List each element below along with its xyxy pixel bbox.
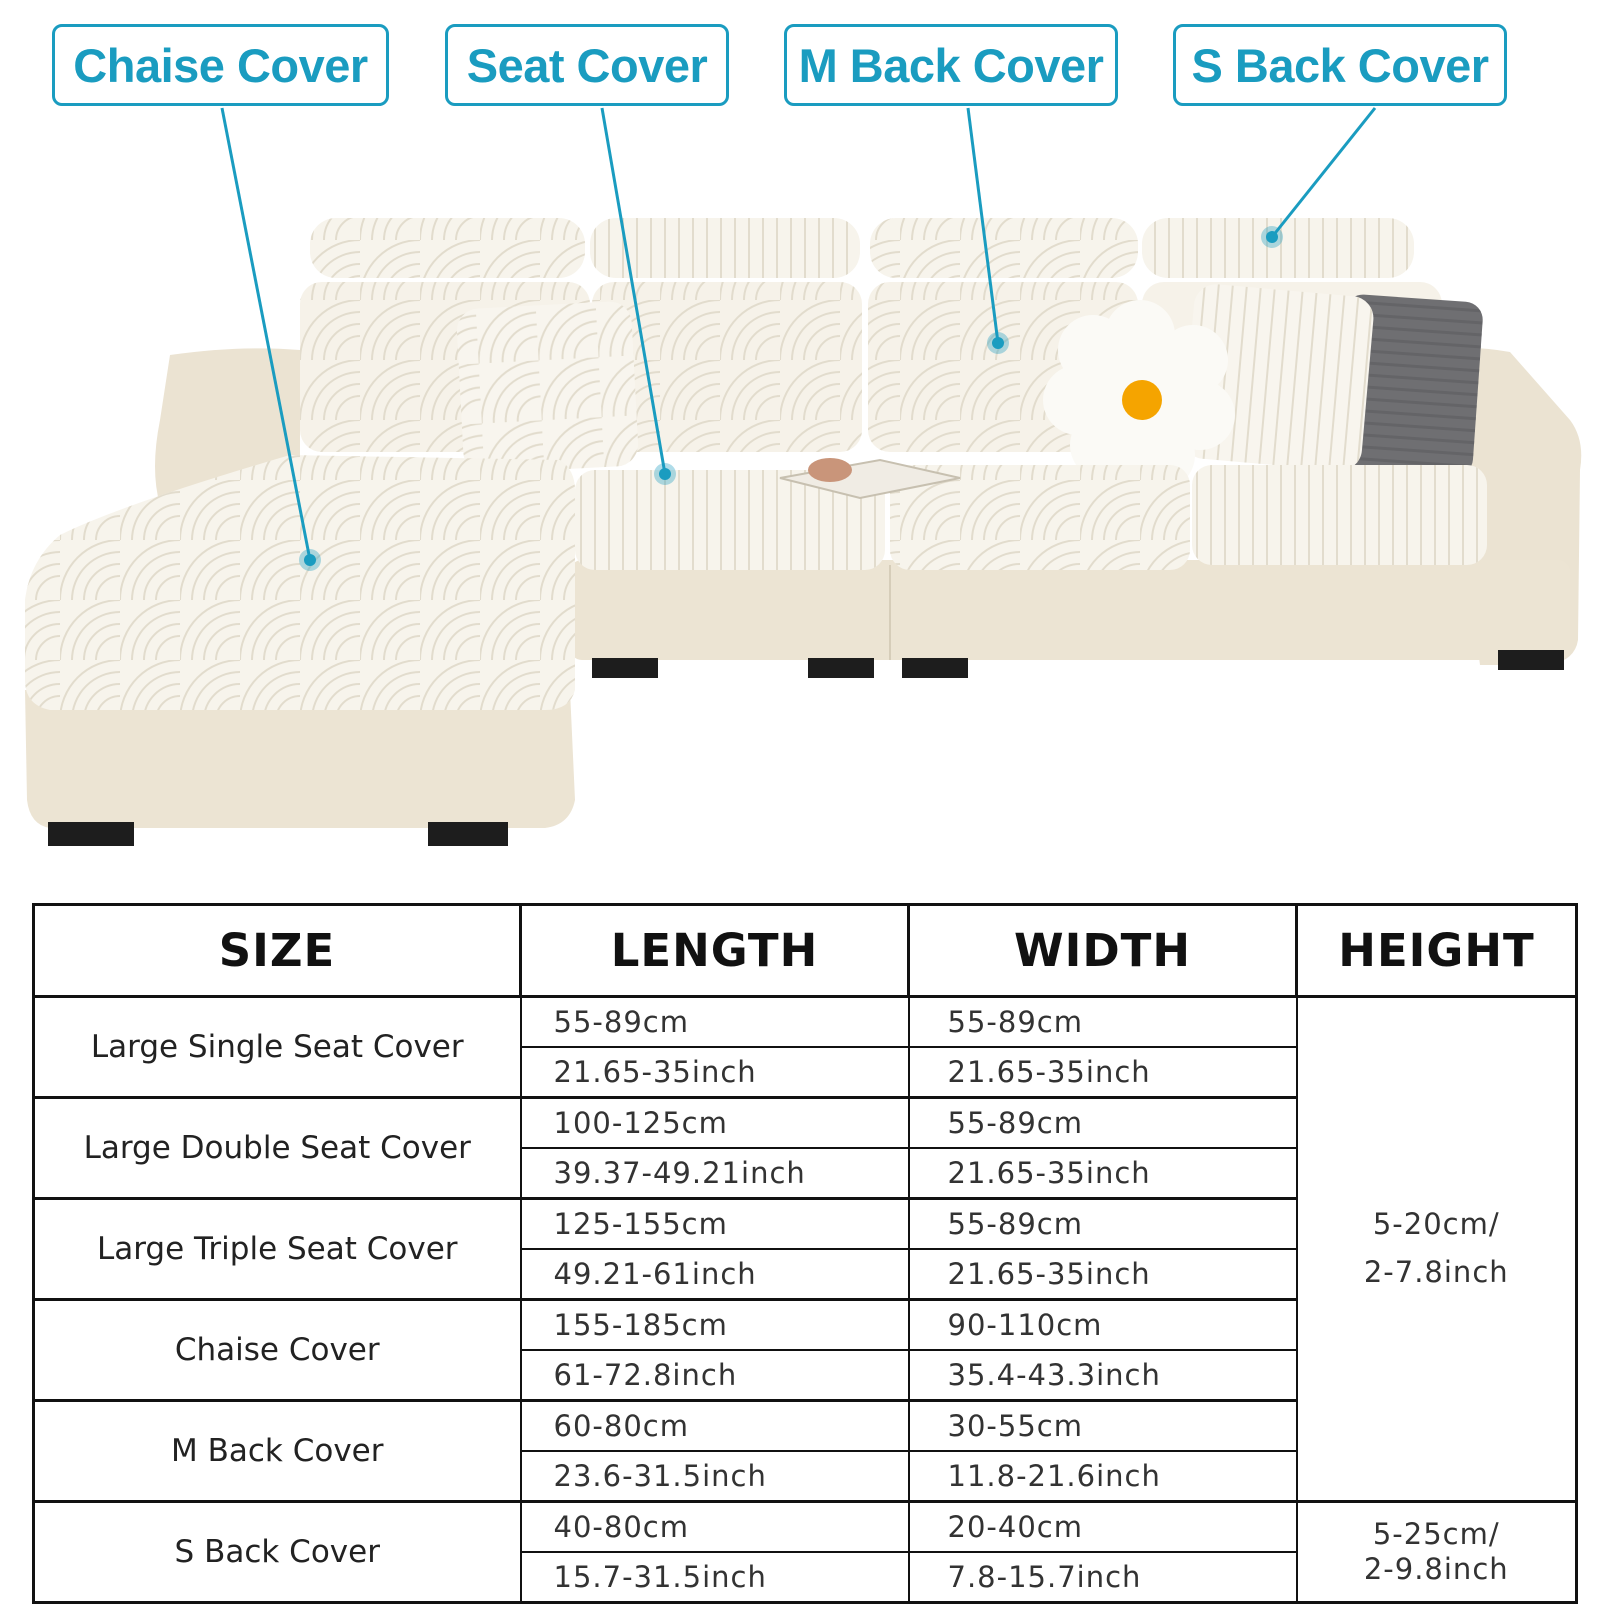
chaise-base — [25, 690, 575, 828]
header-width: WIDTH — [909, 905, 1297, 997]
height-s-back — [1297, 1502, 1577, 1603]
foot — [808, 658, 874, 678]
width-cm: 55-89cm — [909, 997, 1297, 1048]
length-cm: 155-185cm — [521, 1300, 909, 1351]
sofa-base — [570, 560, 1570, 660]
length-inch: 61-72.8inch — [521, 1350, 909, 1401]
length-inch: 23.6-31.5inch — [521, 1451, 909, 1502]
length-cm: 100-125cm — [521, 1098, 909, 1149]
size-name: S Back Cover — [34, 1502, 521, 1603]
s-back-cover-label: S Back Cover — [1173, 24, 1507, 106]
length-cm: 40-80cm — [521, 1502, 909, 1553]
width-inch: 35.4-43.3inch — [909, 1350, 1297, 1401]
size-name: M Back Cover — [34, 1401, 521, 1502]
chaise-cover-label: Chaise Cover — [52, 24, 389, 106]
height-main-line1: 5-20cm/ — [1372, 1207, 1500, 1242]
width-cm: 90-110cm — [909, 1300, 1297, 1351]
width-cm: 55-89cm — [909, 1199, 1297, 1250]
header-height: HEIGHT — [1297, 905, 1577, 997]
header-size: SIZE — [34, 905, 521, 997]
size-name: Chaise Cover — [34, 1300, 521, 1401]
height-main-line2: 2-7.8inch — [1363, 1255, 1509, 1289]
size-name: Large Single Seat Cover — [34, 997, 521, 1098]
size-table — [32, 903, 1578, 1604]
foot — [902, 658, 968, 678]
table-row — [34, 997, 1577, 1048]
width-inch: 7.8-15.7inch — [909, 1552, 1297, 1603]
table-row — [34, 1502, 1577, 1553]
width-inch: 21.65-35inch — [909, 1148, 1297, 1199]
foot — [48, 822, 134, 846]
header-length: LENGTH — [521, 905, 909, 997]
width-cm: 20-40cm — [909, 1502, 1297, 1553]
height-main — [1297, 997, 1577, 1502]
height-s-back-line2: 2-9.8inch — [1363, 1552, 1509, 1586]
length-cm: 125-155cm — [521, 1199, 909, 1250]
length-inch: 15.7-31.5inch — [521, 1552, 909, 1603]
width-inch: 21.65-35inch — [909, 1249, 1297, 1300]
length-inch: 21.65-35inch — [521, 1047, 909, 1098]
length-cm: 55-89cm — [521, 997, 909, 1048]
m-back-cover-label: M Back Cover — [784, 24, 1118, 106]
width-cm: 30-55cm — [909, 1401, 1297, 1452]
height-s-back-line1: 5-25cm/ — [1372, 1517, 1500, 1552]
width-inch: 21.65-35inch — [909, 1047, 1297, 1098]
seat-cover-label: Seat Cover — [445, 24, 729, 106]
width-cm: 55-89cm — [909, 1098, 1297, 1149]
size-name: Large Triple Seat Cover — [34, 1199, 521, 1300]
length-inch: 49.21-61inch — [521, 1249, 909, 1300]
cup — [808, 458, 852, 482]
table-header-row — [34, 905, 1577, 997]
foot — [428, 822, 508, 846]
width-inch: 11.8-21.6inch — [909, 1451, 1297, 1502]
foot — [1498, 650, 1564, 670]
flower-pillow — [1043, 300, 1235, 490]
length-cm: 60-80cm — [521, 1401, 909, 1452]
foot — [592, 658, 658, 678]
size-name: Large Double Seat Cover — [34, 1098, 521, 1199]
length-inch: 39.37-49.21inch — [521, 1148, 909, 1199]
